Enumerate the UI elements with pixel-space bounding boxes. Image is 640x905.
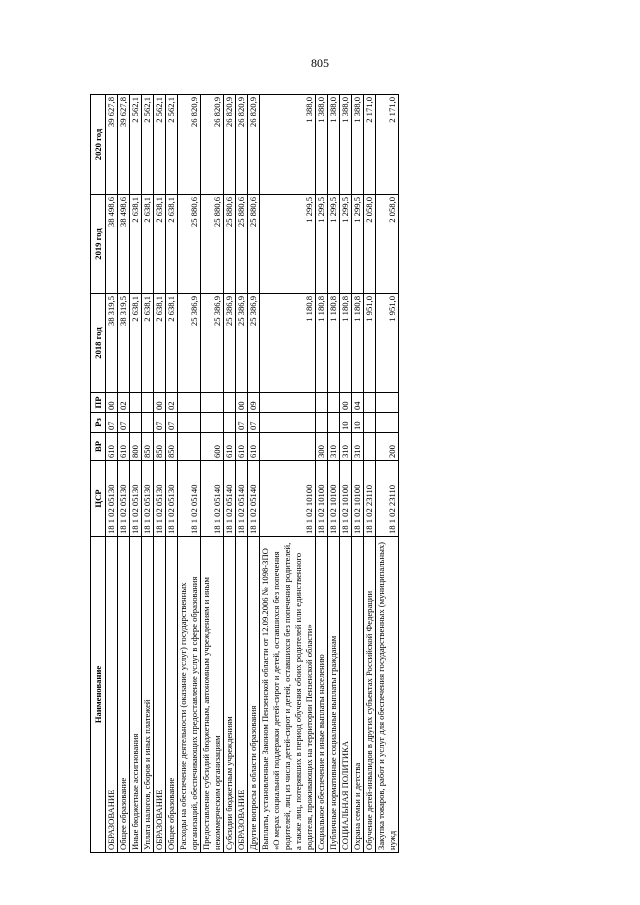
cell-2019: 1 299,5 xyxy=(340,195,352,294)
cell-2018: 2 638,1 xyxy=(166,294,178,393)
cell-2020: 2 171,0 xyxy=(364,95,376,195)
cell-rz xyxy=(260,413,316,433)
cell-csr: 18 1 02 10100 xyxy=(260,461,316,537)
cell-2020: 1 388,0 xyxy=(328,95,340,195)
cell-2019: 1 299,5 xyxy=(316,195,328,294)
cell-vr: 610 xyxy=(118,433,130,461)
table-row xyxy=(248,95,260,853)
cell-name: Предоставление субсидий бюджетным, автономным учреждениям и иным некоммерческим организациям xyxy=(201,537,224,853)
cell-rz: 07 xyxy=(236,413,248,433)
cell-2020: 39 627,8 xyxy=(106,95,118,195)
table-row xyxy=(316,95,328,853)
cell-name: Охрана семьи и детства xyxy=(352,537,364,853)
cell-2018: 1 951,0 xyxy=(376,294,399,393)
cell-pr xyxy=(130,393,142,413)
cell-name: Закупка товаров, работ и услуг для обеспечения государственных (муниципальных) нужд xyxy=(376,537,399,853)
cell-vr: 800 xyxy=(130,433,142,461)
cell-2018: 1 951,0 xyxy=(364,294,376,393)
cell-2019: 1 299,5 xyxy=(260,195,316,294)
table-row xyxy=(201,95,224,853)
table-row xyxy=(236,95,248,853)
cell-2019: 2 058,0 xyxy=(376,195,399,294)
cell-pr: 04 xyxy=(352,393,364,413)
cell-vr xyxy=(364,433,376,461)
table-row xyxy=(130,95,142,853)
table-row xyxy=(118,95,130,853)
cell-2018: 1 180,8 xyxy=(260,294,316,393)
cell-name: ОБРАЗОВАНИЕ xyxy=(154,537,166,853)
cell-name: СОЦИАЛЬНАЯ ПОЛИТИКА xyxy=(340,537,352,853)
cell-2019: 2 638,1 xyxy=(142,195,154,294)
cell-2018: 2 638,1 xyxy=(130,294,142,393)
cell-csr: 18 1 02 05140 xyxy=(201,461,224,537)
cell-2018: 38 319,5 xyxy=(106,294,118,393)
cell-pr: 00 xyxy=(236,393,248,413)
cell-2019: 2 638,1 xyxy=(154,195,166,294)
cell-2020: 1 388,0 xyxy=(340,95,352,195)
cell-name: Уплата налогов, сборов и иных платежей xyxy=(142,537,154,853)
cell-vr: 310 xyxy=(328,433,340,461)
table-row xyxy=(106,95,118,853)
cell-rz xyxy=(142,413,154,433)
cell-rz: 07 xyxy=(118,413,130,433)
cell-csr: 18 1 02 05130 xyxy=(142,461,154,537)
cell-csr: 18 1 02 10100 xyxy=(340,461,352,537)
cell-name: ОБРАЗОВАНИЕ xyxy=(236,537,248,853)
col-header-2020: 2020 год xyxy=(91,95,106,195)
cell-name: Выплаты, установленные Законом Пензенской области от 12.09.2006 № 1098-ЗПО «О мерах социальной поддержки детей-сирот и детей, оставшихся без попечения родителей, лиц из числа детей-сирот и детей, оставшихся без попечения родителей, а также лиц, потерявших в период обучения обоих родителей или единственного родителя, проживающих на территории Пензенской области» xyxy=(260,537,316,853)
cell-rz xyxy=(178,413,201,433)
col-header-pr: ПР xyxy=(91,393,106,413)
cell-name: Общее образование xyxy=(166,537,178,853)
cell-rz xyxy=(316,413,328,433)
cell-rz xyxy=(224,413,236,433)
table-row xyxy=(340,95,352,853)
rotated-table-container xyxy=(90,95,538,853)
cell-vr: 310 xyxy=(340,433,352,461)
cell-csr: 18 1 02 05140 xyxy=(178,461,201,537)
cell-pr xyxy=(364,393,376,413)
cell-2020: 1 388,0 xyxy=(260,95,316,195)
cell-vr: 200 xyxy=(376,433,399,461)
cell-2018: 38 319,5 xyxy=(118,294,130,393)
cell-2019: 38 498,6 xyxy=(118,195,130,294)
cell-2019: 25 880,6 xyxy=(178,195,201,294)
cell-name: Расходы на обеспечение деятельности (оказание услуг) государственных организаций, обеспечивающих предоставление услуг в сфере образования xyxy=(178,537,201,853)
cell-vr xyxy=(260,433,316,461)
cell-pr: 09 xyxy=(248,393,260,413)
cell-2019: 1 299,5 xyxy=(328,195,340,294)
cell-csr: 18 1 02 05140 xyxy=(248,461,260,537)
cell-2020: 1 388,0 xyxy=(316,95,328,195)
table-header-row xyxy=(91,95,106,853)
cell-name: Социальное обеспечение и иные выплаты населению xyxy=(316,537,328,853)
table-row xyxy=(224,95,236,853)
cell-pr xyxy=(201,393,224,413)
cell-csr: 18 1 02 05140 xyxy=(236,461,248,537)
cell-rz xyxy=(201,413,224,433)
cell-2018: 25 386,9 xyxy=(248,294,260,393)
cell-2018: 25 386,9 xyxy=(236,294,248,393)
cell-csr: 18 1 02 05130 xyxy=(106,461,118,537)
cell-2018: 2 638,1 xyxy=(154,294,166,393)
cell-pr: 00 xyxy=(106,393,118,413)
cell-rz xyxy=(130,413,142,433)
cell-csr: 18 1 02 10100 xyxy=(328,461,340,537)
cell-2020: 26 820,9 xyxy=(178,95,201,195)
col-header-2018: 2018 год xyxy=(91,294,106,393)
cell-csr: 18 1 02 23110 xyxy=(376,461,399,537)
cell-pr: 02 xyxy=(166,393,178,413)
table-row xyxy=(364,95,376,853)
cell-2019: 25 880,6 xyxy=(248,195,260,294)
cell-2018: 1 180,8 xyxy=(328,294,340,393)
cell-rz: 10 xyxy=(340,413,352,433)
cell-rz xyxy=(364,413,376,433)
cell-vr: 300 xyxy=(316,433,328,461)
cell-name: Субсидии бюджетным учреждениям xyxy=(224,537,236,853)
cell-vr: 850 xyxy=(154,433,166,461)
cell-name: Общее образование xyxy=(118,537,130,853)
cell-vr: 610 xyxy=(224,433,236,461)
col-header-rz: Рз xyxy=(91,413,106,433)
cell-2019: 2 638,1 xyxy=(166,195,178,294)
cell-vr: 610 xyxy=(248,433,260,461)
cell-2019: 1 299,5 xyxy=(352,195,364,294)
cell-name: Другие вопросы в области образования xyxy=(248,537,260,853)
cell-rz: 07 xyxy=(154,413,166,433)
cell-2020: 26 820,9 xyxy=(248,95,260,195)
cell-pr: 02 xyxy=(118,393,130,413)
cell-2018: 1 180,8 xyxy=(316,294,328,393)
cell-2018: 25 386,9 xyxy=(178,294,201,393)
cell-pr xyxy=(376,393,399,413)
cell-2019: 2 058,0 xyxy=(364,195,376,294)
cell-2018: 25 386,9 xyxy=(224,294,236,393)
cell-2019: 25 880,6 xyxy=(224,195,236,294)
cell-2018: 1 180,8 xyxy=(340,294,352,393)
cell-rz: 07 xyxy=(106,413,118,433)
cell-2019: 25 880,6 xyxy=(236,195,248,294)
col-header-vr: ВР xyxy=(91,433,106,461)
col-header-2019: 2019 год xyxy=(91,195,106,294)
cell-2019: 38 498,6 xyxy=(106,195,118,294)
cell-csr: 18 1 02 23110 xyxy=(364,461,376,537)
cell-vr: 610 xyxy=(236,433,248,461)
cell-pr: 00 xyxy=(154,393,166,413)
table-row xyxy=(178,95,201,853)
cell-2020: 2 562,1 xyxy=(166,95,178,195)
cell-2020: 39 627,8 xyxy=(118,95,130,195)
page-number: 805 xyxy=(311,56,329,70)
cell-vr: 600 xyxy=(201,433,224,461)
table-row xyxy=(260,95,316,853)
cell-vr xyxy=(178,433,201,461)
cell-2018: 2 638,1 xyxy=(142,294,154,393)
cell-2020: 2 562,1 xyxy=(142,95,154,195)
cell-vr: 610 xyxy=(106,433,118,461)
cell-2020: 2 562,1 xyxy=(154,95,166,195)
table-row xyxy=(166,95,178,853)
cell-pr xyxy=(142,393,154,413)
cell-pr xyxy=(224,393,236,413)
cell-rz: 07 xyxy=(248,413,260,433)
cell-pr xyxy=(260,393,316,413)
budget-table xyxy=(90,94,399,853)
cell-2020: 1 388,0 xyxy=(352,95,364,195)
cell-2019: 25 880,6 xyxy=(201,195,224,294)
cell-2020: 2 562,1 xyxy=(130,95,142,195)
cell-vr: 850 xyxy=(142,433,154,461)
cell-rz: 07 xyxy=(166,413,178,433)
cell-csr: 18 1 02 10100 xyxy=(352,461,364,537)
cell-rz xyxy=(328,413,340,433)
col-header-csr: ЦСР xyxy=(91,461,106,537)
table-row xyxy=(154,95,166,853)
cell-pr xyxy=(178,393,201,413)
table-row xyxy=(376,95,399,853)
cell-2020: 26 820,9 xyxy=(236,95,248,195)
cell-2018: 25 386,9 xyxy=(201,294,224,393)
cell-csr: 18 1 02 05130 xyxy=(166,461,178,537)
cell-rz: 10 xyxy=(352,413,364,433)
cell-2018: 1 180,8 xyxy=(352,294,364,393)
cell-csr: 18 1 02 05130 xyxy=(130,461,142,537)
cell-2019: 2 638,1 xyxy=(130,195,142,294)
cell-csr: 18 1 02 05130 xyxy=(154,461,166,537)
table-row xyxy=(328,95,340,853)
table-row xyxy=(352,95,364,853)
cell-name: Иные бюджетные ассигнования xyxy=(130,537,142,853)
cell-vr: 310 xyxy=(352,433,364,461)
cell-pr xyxy=(328,393,340,413)
cell-pr xyxy=(316,393,328,413)
cell-pr: 00 xyxy=(340,393,352,413)
cell-csr: 18 1 02 10100 xyxy=(316,461,328,537)
cell-csr: 18 1 02 05140 xyxy=(224,461,236,537)
cell-csr: 18 1 02 05130 xyxy=(118,461,130,537)
cell-name: ОБРАЗОВАНИЕ xyxy=(106,537,118,853)
cell-name: Публичные нормативные социальные выплаты гражданам xyxy=(328,537,340,853)
cell-2020: 26 820,9 xyxy=(224,95,236,195)
cell-2020: 2 171,0 xyxy=(376,95,399,195)
cell-2020: 26 820,9 xyxy=(201,95,224,195)
cell-rz xyxy=(376,413,399,433)
cell-name: Обучение детей-инвалидов в других субъектах Российской Федерации xyxy=(364,537,376,853)
table-row xyxy=(142,95,154,853)
col-header-name: Наименование xyxy=(91,537,106,853)
cell-vr: 850 xyxy=(166,433,178,461)
